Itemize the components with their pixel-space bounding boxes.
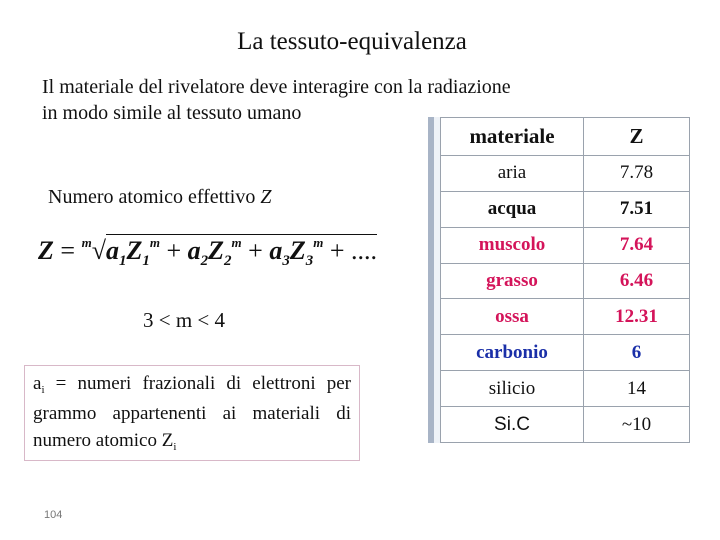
table-header-row xyxy=(441,118,690,156)
effective-z-label xyxy=(48,186,271,209)
term-3: $a_3Z_3^m$ xyxy=(269,235,324,269)
z-value-cell: 7.64 xyxy=(584,227,690,263)
note-box xyxy=(24,365,360,461)
z-value-cell: 7.51 xyxy=(584,191,690,227)
table-row xyxy=(441,227,690,263)
material-cell: aria xyxy=(441,155,584,191)
table-row xyxy=(441,263,690,299)
effective-z-symbol: Z xyxy=(260,186,272,208)
material-cell: acqua xyxy=(441,191,584,227)
formula-lhs: Z xyxy=(38,236,54,265)
z-value-cell: 6.46 xyxy=(584,263,690,299)
material-cell: carbonio xyxy=(441,335,584,371)
table-row xyxy=(441,335,690,371)
intro-line-1: Il materiale del rivelatore deve interagire con la radiazione xyxy=(42,76,511,98)
formula-plus-1: + xyxy=(166,236,182,265)
header-z: Z xyxy=(584,118,690,156)
page-number: 104 xyxy=(44,509,63,521)
intro-line-2: in modo simile al tessuto umano xyxy=(42,102,302,124)
table-row xyxy=(441,155,690,191)
note-text: = numeri frazionali di elettroni per grammo appartenenti ai materiali di numero atomico Z xyxy=(33,373,351,451)
m-range: 3 < m < 4 xyxy=(143,308,226,332)
table-row xyxy=(441,191,690,227)
z-value-cell: 12.31 xyxy=(584,299,690,335)
slide-title: La tessuto-equivalenza xyxy=(237,28,467,55)
material-cell: Si.C xyxy=(441,407,584,443)
effective-z-formula xyxy=(38,236,408,276)
z-value-cell: 6 xyxy=(584,335,690,371)
z-value-cell: 7.78 xyxy=(584,155,690,191)
note-z-index: i xyxy=(173,441,177,453)
radical-icon: √ xyxy=(91,236,106,265)
z-value-cell: 14 xyxy=(584,371,690,407)
materials-table xyxy=(440,117,690,443)
table-row xyxy=(441,299,690,335)
note-a-index: i xyxy=(41,384,45,396)
material-cell: silicio xyxy=(441,371,584,407)
table-row xyxy=(441,407,690,443)
term-2: $a_2Z_2^m$ xyxy=(187,235,242,269)
formula-equals: = xyxy=(60,236,76,265)
table-row xyxy=(441,371,690,407)
header-material: materiale xyxy=(441,118,584,156)
term-1: $a_1Z_1^m$ xyxy=(105,235,160,269)
material-cell: ossa xyxy=(441,299,584,335)
formula-plus-2: + xyxy=(248,236,263,265)
formula-ellipsis: + .... xyxy=(329,236,378,265)
effective-z-text: Numero atomico effettivo xyxy=(48,186,256,208)
material-cell: grasso xyxy=(441,263,584,299)
materials-table-panel xyxy=(428,117,690,443)
z-value-cell: ~10 xyxy=(584,407,690,443)
material-cell: muscolo xyxy=(441,227,584,263)
formula-radicand xyxy=(105,234,378,269)
note-a-symbol: a xyxy=(33,373,42,394)
formula-root-index: m xyxy=(81,235,92,250)
